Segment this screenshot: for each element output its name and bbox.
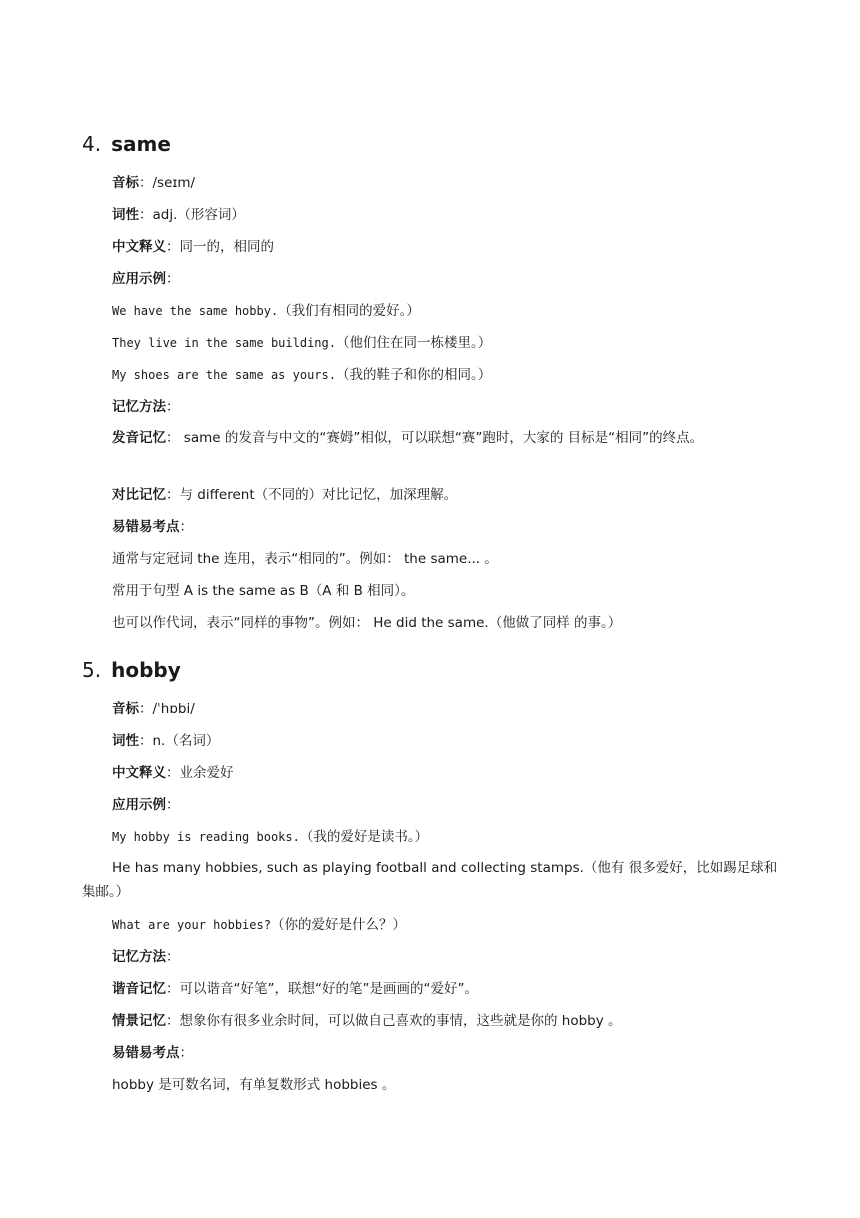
memory-pronunciation-text: ： same 的发音与中文的“赛姆”相似，可以联想“赛”跑时，大家的 目标是“相同”的终点。	[166, 430, 704, 446]
examples-label: 应用示例	[112, 797, 166, 813]
pitfall-heading	[112, 1043, 193, 1063]
section-heading-same	[82, 131, 171, 157]
memory-colon: ：	[166, 949, 180, 965]
examples-heading	[112, 269, 180, 289]
example-sentence	[112, 915, 406, 935]
examples-colon: ：	[166, 797, 180, 813]
example-zh: （我们有相同的爱好。）	[278, 303, 420, 319]
example-en: My hobby is reading books.	[112, 830, 300, 844]
example-sentence	[112, 333, 491, 353]
memory-label: 记忆方法	[112, 399, 166, 415]
memory-homophone-text: ：可以谐音“好笔”，联想“好的笔”是画画的“爱好”。	[166, 981, 478, 997]
memory-pronunciation-label: 发音记忆	[112, 430, 166, 446]
meaning-value: ：业余爱好	[166, 765, 234, 781]
pitfall-item: hobby 是可数名词，有单复数形式 hobbies 。	[112, 1077, 396, 1093]
phonetic-label: 音标	[112, 175, 139, 191]
memory-scenario	[112, 1011, 622, 1031]
meaning-label: 中文释义	[112, 239, 166, 255]
example-en: We have the same hobby.	[112, 304, 279, 318]
pitfall-colon: ：	[179, 1045, 193, 1061]
memory-heading	[112, 947, 180, 967]
example-sentence	[112, 827, 428, 847]
example-en: They live in the same building.	[112, 336, 336, 350]
section-word: hobby	[111, 658, 181, 682]
example-zh: （你的爱好是什么？）	[270, 917, 406, 933]
phonetic-line	[112, 173, 195, 193]
memory-heading	[112, 397, 180, 417]
memory-homophone-label: 谐音记忆	[112, 981, 166, 997]
memory-homophone	[112, 979, 478, 999]
phonetic-value: ：/ˈhɒbi/	[139, 701, 195, 717]
phonetic-label: 音标	[112, 701, 139, 717]
pos-label: 词性	[112, 207, 139, 223]
example-sentence-long: He has many hobbies, such as playing football and collecting stamps.（他有 很多爱好，比如踢足球和集邮。）	[82, 860, 778, 900]
meaning-line	[112, 763, 234, 783]
pitfall-label: 易错易考点	[112, 1045, 180, 1061]
phonetic-line	[112, 699, 195, 719]
example-sentence	[112, 301, 420, 321]
examples-heading	[112, 795, 180, 815]
example-en: What are your hobbies?	[112, 918, 271, 932]
memory-scenario-text: ：想象你有很多业余时间，可以做自己喜欢的事情，这些就是你的 hobby 。	[166, 1013, 622, 1029]
memory-colon: ：	[166, 399, 180, 415]
pitfall-item: 常用于句型 A is the same as B（A 和 B 相同）。	[112, 583, 415, 599]
memory-contrast-text: ：与 different（不同的）对比记忆，加深理解。	[166, 487, 458, 503]
example-zh: （他们住在同一栋楼里。）	[335, 335, 492, 351]
example-zh: （我的爱好是读书。）	[299, 829, 429, 845]
memory-contrast	[112, 485, 457, 505]
pitfall-item: 也可以作代词，表示“同样的事物”。例如： He did the same.（他做了同样 的事。）	[112, 615, 622, 631]
pos-label: 词性	[112, 733, 139, 749]
pos-line	[112, 205, 245, 225]
pitfall-heading	[112, 517, 193, 537]
section-number: 4.	[82, 132, 102, 156]
phonetic-value: ：/seɪm/	[139, 175, 196, 191]
section-heading-hobby	[82, 657, 181, 683]
pos-line	[112, 731, 219, 751]
section-number: 5.	[82, 658, 102, 682]
meaning-line	[112, 237, 274, 257]
pitfall-label: 易错易考点	[112, 519, 180, 535]
memory-contrast-label: 对比记忆	[112, 487, 166, 503]
memory-scenario-label: 情景记忆	[112, 1013, 166, 1029]
examples-label: 应用示例	[112, 271, 166, 287]
meaning-value: ：同一的，相同的	[166, 239, 274, 255]
memory-pronunciation	[82, 426, 786, 450]
examples-colon: ：	[166, 271, 180, 287]
memory-label: 记忆方法	[112, 949, 166, 965]
pos-value: ：n.（名词）	[139, 733, 220, 749]
pitfall-item: 通常与定冠词 the 连用，表示“相同的”。例如： the same... 。	[112, 551, 498, 567]
section-word: same	[111, 132, 171, 156]
example-sentence	[112, 365, 491, 385]
meaning-label: 中文释义	[112, 765, 166, 781]
pitfall-colon: ：	[179, 519, 193, 535]
example-zh: （我的鞋子和你的相同。）	[335, 367, 492, 383]
example-en: My shoes are the same as yours.	[112, 368, 336, 382]
pos-value: ：adj.（形容词）	[139, 207, 245, 223]
